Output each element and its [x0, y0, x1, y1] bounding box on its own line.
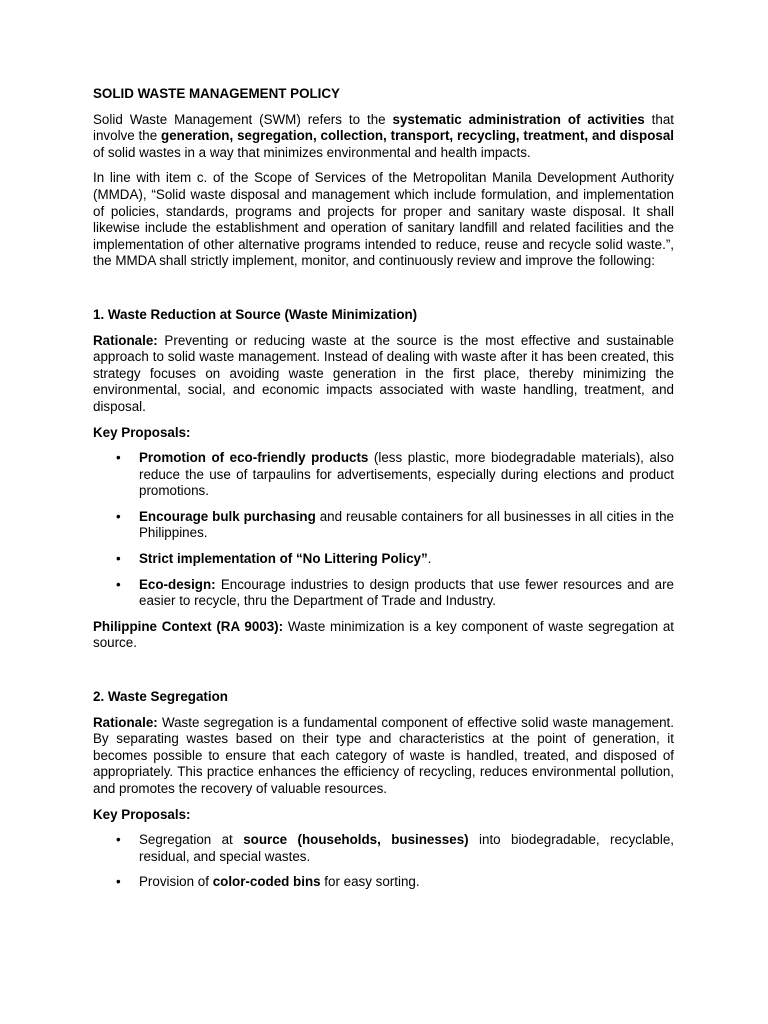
proposal-text: Provision of [139, 874, 213, 890]
section-2-proposal-list [93, 832, 674, 891]
proposal-item [139, 509, 674, 542]
proposal-bold: Strict implementation of “No Littering Policy” [139, 551, 428, 567]
section-1-proposal-list [93, 450, 674, 610]
rationale-text: Waste segregation is a fundamental component of effective solid waste management. By separating wastes based on their type and characteristics at the point of generation, it becomes possible to ensure that each category of waste is handled, treated, and disposed of appropriately. This practice enhances the efficiency of recycling, reduces environmental pollution, and promotes the recovery of valuable resources. [93, 714, 674, 796]
section-1-rationale [93, 333, 674, 416]
proposal-item [139, 551, 674, 568]
intro-paragraph [93, 112, 674, 162]
proposal-text: and reusable containers for all businesses in all cities in the Philippines. [139, 508, 674, 541]
proposal-text: into biodegradable, recyclable, residual, and special wastes. [139, 832, 675, 864]
intro-emphasis: generation, segregation, collection, transport, recycling, treatment, and disposal [161, 128, 674, 144]
proposal-bold: color-coded bins [212, 874, 321, 890]
proposal-item [139, 577, 674, 610]
intro-text: that involve the [93, 111, 674, 144]
proposal-item [139, 874, 674, 891]
section-1-heading: 1. Waste Reduction at Source (Waste Minimization) [93, 306, 418, 322]
section-2-key-proposals-label: Key Proposals: [93, 806, 191, 822]
proposal-item [139, 450, 674, 500]
rationale-label: Rationale: [93, 714, 158, 730]
proposal-bold: Encourage bulk purchasing [139, 508, 316, 524]
section-1-philippine-context [93, 619, 674, 652]
document-title: SOLID WASTE MANAGEMENT POLICY [93, 86, 340, 101]
proposal-text: . [427, 551, 432, 567]
proposal-bold: source (households, businesses) [243, 832, 469, 848]
rationale-label: Rationale: [93, 332, 158, 348]
proposal-bold: Eco-design: [139, 576, 216, 592]
proposal-text: for easy sorting. [320, 874, 420, 890]
proposal-bold: Promotion of eco-friendly products [139, 450, 369, 466]
context-text: Waste minimization is a key component of waste segregation at source. [93, 618, 674, 651]
intro-text: of solid wastes in a way that minimizes environmental and health impacts. [93, 144, 531, 160]
section-2-rationale [93, 715, 674, 798]
context-label: Philippine Context (RA 9003): [93, 618, 284, 634]
proposal-text: Encourage industries to design products that use fewer resources and are easier to recycle, thru the Department of Trade and Industry. [139, 576, 674, 609]
proposal-item [139, 832, 674, 865]
intro-text: Solid Waste Management (SWM) refers to the [93, 111, 393, 127]
rationale-text: Preventing or reducing waste at the source is the most effective and sustainable approach to solid waste management. Instead of dealing with waste after it has been created, this strategy focuses on avoiding waste generation in the first place, thereby minimizing the environmental, social, and economic impacts associated with waste handling, treatment, and disposal. [93, 332, 674, 414]
intro-emphasis: systematic administration of activities [392, 111, 645, 127]
scope-paragraph: In line with item c. of the Scope of Services of the Metropolitan Manila Development Authority (MMDA), “Solid waste disposal and management which include formulation, and implementation of policies, standards, programs and projects for proper and sanitary waste disposal. It shall likewise include the establishment and operation of sanitary landfill and related facilities and the implementation of other alternative programs intended to reduce, reuse and recycle solid waste.”, the MMDA shall strictly implement, monitor, and continuously review and improve the following: [93, 170, 674, 269]
proposal-text: (less plastic, more biodegradable materials), also reduce the use of tarpaulins for advertisements, especially during elections and product promotions. [139, 450, 674, 499]
section-1-key-proposals-label: Key Proposals: [93, 424, 191, 440]
section-2-heading: 2. Waste Segregation [93, 689, 228, 705]
proposal-text: Segregation at [139, 832, 244, 848]
